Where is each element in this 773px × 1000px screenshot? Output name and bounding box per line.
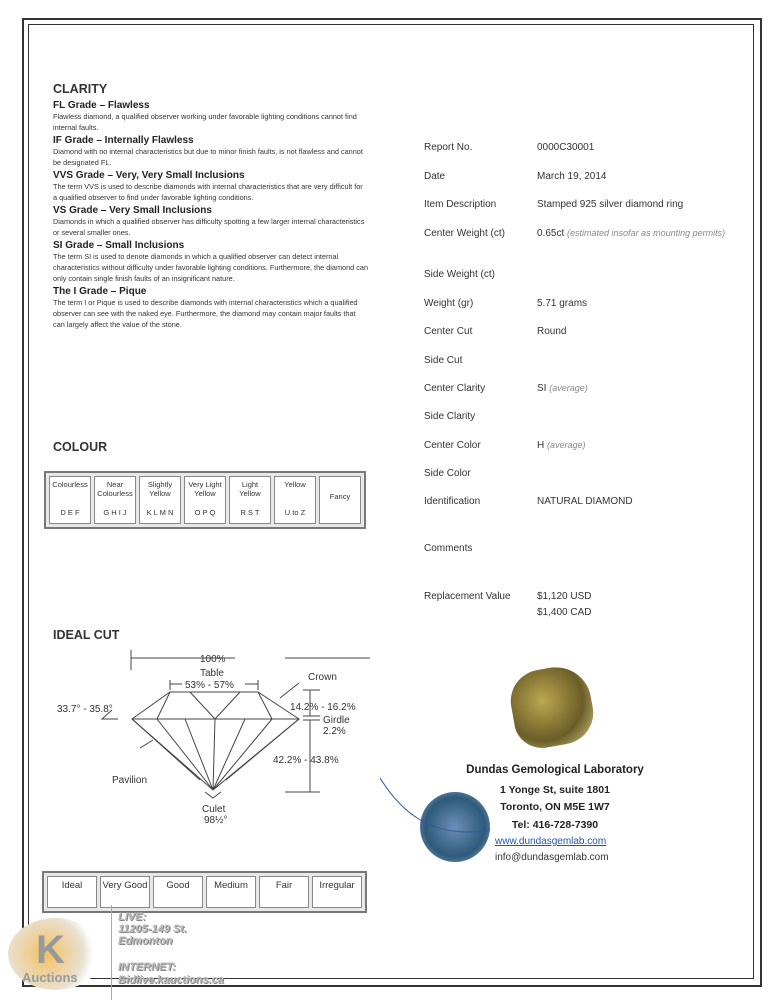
clarity-grades <box>53 100 368 332</box>
lab-tel: Tel: 416-728-7390 <box>511 819 599 831</box>
grade-text: Diamonds in which a qualified observer has difficulty spotting a few larger internal characteristics or several smaller ones. <box>53 217 365 237</box>
lab-name: Dundas Gemological Laboratory <box>466 764 644 776</box>
colour-cell <box>184 476 226 524</box>
table-label: Table <box>200 668 224 679</box>
report-label: Weight (gr) <box>424 298 474 309</box>
report-label: Center Cut <box>424 326 473 337</box>
cut-grade-cell: Irregular <box>312 876 362 908</box>
report-value <box>537 228 727 239</box>
girdle-value-label: 2.2% <box>323 726 346 737</box>
culet-label: Culet <box>202 804 226 815</box>
culet-angle-label: 98½° <box>204 815 228 826</box>
report-value <box>537 199 727 210</box>
colour-letters: D E F <box>60 508 80 517</box>
colour-letters: K L M N <box>146 508 174 517</box>
culet-mark <box>205 792 221 798</box>
pavilion-depth-label: 42.2% - 43.8% <box>273 755 339 766</box>
colour-name: Very Light Yellow <box>188 480 222 498</box>
lab-address2: Toronto, ON M5E 1W7 <box>500 801 610 813</box>
grade-heading: VS Grade – Very Small Inclusions <box>53 205 212 216</box>
report-value <box>537 326 727 337</box>
value-text: Round <box>537 326 567 337</box>
value-text: Stamped 925 silver diamond ring <box>537 199 684 210</box>
kastner-logo <box>8 918 103 990</box>
colour-name: Yellow <box>284 480 306 489</box>
value-text: $1,120 USD <box>537 591 592 602</box>
width-label: 100% <box>200 654 226 665</box>
value-note: (estimated insofar as mounting permits) <box>567 228 726 238</box>
report-value <box>537 298 727 309</box>
grade-heading: IF Grade – Internally Flawless <box>53 135 194 146</box>
colour-cell <box>94 476 136 524</box>
report-label: Comments <box>424 543 473 554</box>
value-text: 0000C30001 <box>537 142 595 153</box>
colour-cell <box>319 476 361 524</box>
ideal-cut-title: IDEAL CUT <box>53 628 120 642</box>
live-address2: Edmonton <box>118 935 173 947</box>
colour-letters: U to Z <box>284 508 306 517</box>
width-dimension-line <box>131 650 370 670</box>
logo-text: Auctions <box>22 970 78 985</box>
colour-cell <box>229 476 271 524</box>
replacement-value-cad: $1,400 CAD <box>537 607 592 618</box>
value-text: NATURAL DIAMOND <box>537 496 633 507</box>
grade-heading: FL Grade – Flawless <box>53 100 150 111</box>
report-label: Side Clarity <box>424 411 476 422</box>
report-value <box>537 440 727 451</box>
pavilion-arrow <box>140 740 153 748</box>
colour-name: Slightly Yellow <box>147 480 173 498</box>
value-text: H <box>537 440 545 451</box>
report-value <box>537 383 727 394</box>
colour-cell <box>274 476 316 524</box>
grade-fl <box>53 100 368 133</box>
watermark-divider <box>111 905 112 1000</box>
pavilion-label: Pavilion <box>112 775 148 786</box>
cut-grade-cell: Very Good <box>100 876 150 908</box>
colour-cell <box>49 476 91 524</box>
colour-scale-table <box>44 471 366 529</box>
clarity-title: CLARITY <box>53 82 108 96</box>
grade-text: The term I or Pique is used to describe diamonds with internal characteristics which a qualified observer can see with the naked eye. Furthermore, the diamond may contain major faults that can largely affect the value of the stone. <box>53 298 358 329</box>
report-label: Item Description <box>424 199 497 210</box>
report-value <box>537 496 727 507</box>
grade-si <box>53 240 368 284</box>
colour-letters: G H I J <box>103 508 127 517</box>
lab-website-link[interactable]: www.dundasgemlab.com <box>495 836 607 847</box>
internet-label: INTERNET: <box>118 961 176 973</box>
grade-text: The term SI is used to denote diamonds in which a qualified observer can detect internal characteristics without difficulty under favorable lighting conditions. Furthermore, the diamond can only contain single finish faults of an insignificant nature. <box>53 252 369 283</box>
internet-url: Bidlive.kauctions.ca <box>118 974 224 986</box>
report-value <box>537 591 727 602</box>
colour-letters: R S T <box>240 508 260 517</box>
crown-height-label: 14.2% - 16.2% <box>290 702 356 713</box>
report-label: Replacement Value <box>424 591 511 602</box>
report-label: Center Weight (ct) <box>424 228 505 239</box>
report-label: Identification <box>424 496 481 507</box>
colour-cell <box>139 476 181 524</box>
report-value <box>537 171 727 182</box>
cut-grade-cell: Ideal <box>47 876 97 908</box>
girdle-label: Girdle <box>323 715 350 726</box>
value-text: 0.65ct <box>537 228 565 239</box>
value-note: (average) <box>547 440 586 450</box>
value-text: SI <box>537 383 547 394</box>
grade-if <box>53 135 368 168</box>
colour-letters: O P Q <box>194 508 216 517</box>
ideal-cut-diagram <box>40 640 370 830</box>
colour-name: Colourless <box>52 480 88 489</box>
live-address1: 11205-149 St. <box>118 923 187 935</box>
report-value <box>537 142 727 153</box>
colour-title: COLOUR <box>53 440 108 454</box>
lab-email: info@dundasgemlab.com <box>495 852 609 863</box>
cut-grade-cell: Fair <box>259 876 309 908</box>
report-label: Report No. <box>424 142 473 153</box>
table-range-label: 53% - 57% <box>185 680 234 691</box>
value-note: (average) <box>549 383 588 393</box>
grade-i <box>53 286 368 330</box>
report-label: Side Color <box>424 468 471 479</box>
grade-text: The term VVS is used to describe diamonds with internal characteristics that are very difficult for a qualified observer to find under favorable lighting conditions. <box>53 182 363 202</box>
report-label: Center Color <box>424 440 481 451</box>
report-label: Side Cut <box>424 355 463 366</box>
grade-text: Flawless diamond, a qualified observer working under favorable lighting conditions cannot find internal faults. <box>53 112 357 132</box>
grade-heading: The I Grade – Pique <box>53 286 147 297</box>
cut-grade-table <box>42 871 367 913</box>
crown-angle-label: 33.7° - 35.8° <box>57 704 113 715</box>
cut-grade-cell: Good <box>153 876 203 908</box>
lab-address1: 1 Yonge St, suite 1801 <box>500 784 610 796</box>
value-text: March 19, 2014 <box>537 171 607 182</box>
grade-vs <box>53 205 368 238</box>
report-label: Side Weight (ct) <box>424 269 495 280</box>
crown-label: Crown <box>308 672 337 683</box>
colour-name: Light Yellow <box>239 480 261 498</box>
grade-heading: VVS Grade – Very, Very Small Inclusions <box>53 170 245 181</box>
grade-vvs <box>53 170 368 203</box>
colour-name: Fancy <box>329 492 351 501</box>
grade-heading: SI Grade – Small Inclusions <box>53 240 185 251</box>
crown-arrow <box>280 683 299 698</box>
live-label: LIVE: <box>118 911 147 923</box>
cut-grade-cell: Medium <box>206 876 256 908</box>
value-text: 5.71 grams <box>537 298 588 309</box>
colour-name: Near Colourless <box>97 480 133 498</box>
report-label: Center Clarity <box>424 383 486 394</box>
grade-text: Diamond with no internal characteristics but due to minor finish faults, is not flawless and cannot be designated FL. <box>53 147 363 167</box>
logo-k-letter: K <box>36 928 65 972</box>
report-label: Date <box>424 171 446 182</box>
